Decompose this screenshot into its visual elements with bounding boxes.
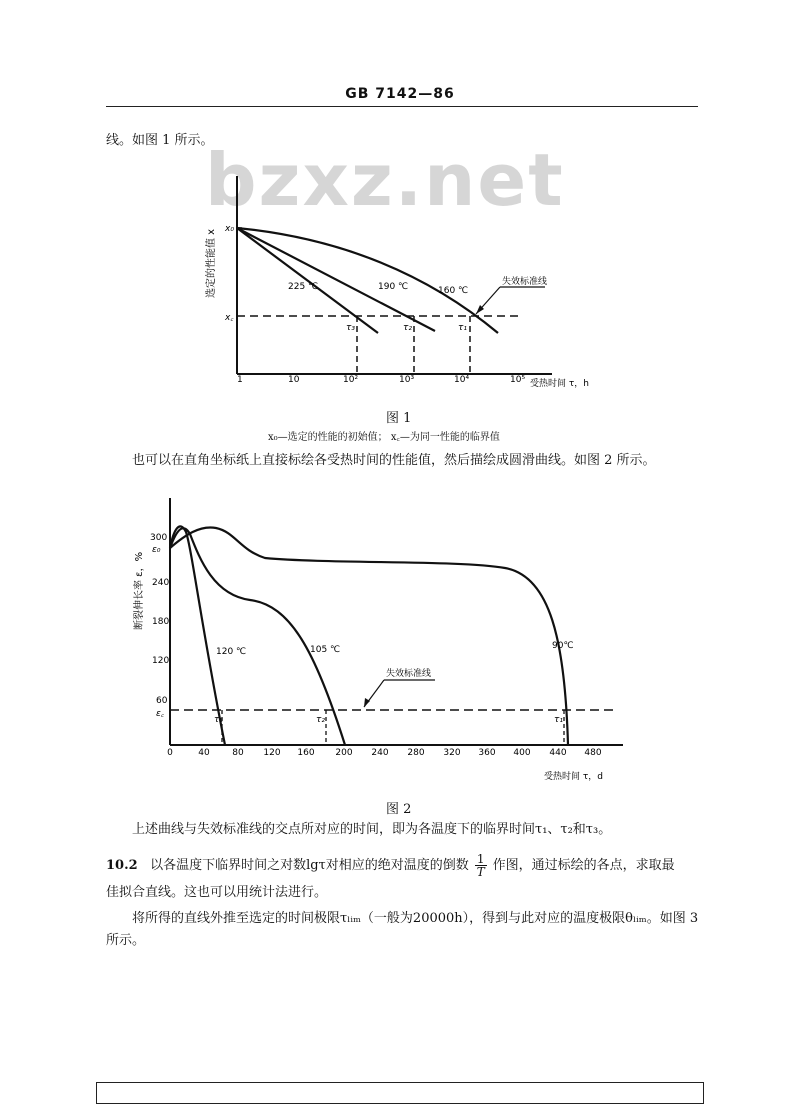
fig1-curve-160 (237, 228, 498, 333)
figure-1-note: x₀—选定的性能的初始值； x꜀—为同一性能的临界值 (268, 432, 500, 443)
fig2-y-tick-240: 240 (152, 578, 170, 588)
fig2-x-tick-360: 360 (478, 748, 496, 758)
fig2-x-tick-400: 400 (513, 748, 531, 758)
fraction-1-over-T (475, 853, 487, 878)
paragraph-3: 上述曲线与失效标准线的交点所对应的时间，即为各温度下的临界时间τ₁、τ₂和τ₃。 (132, 822, 612, 837)
fig2-tau3-label: τ₃ (214, 715, 224, 725)
fraction-denominator: T (476, 865, 485, 879)
paragraph-1: 线。如图 1 所示。 (106, 133, 214, 148)
section-text-post: 作图，通过标绘的各点，求取最 (492, 858, 675, 873)
fig2-y-tick-ec: ε꜀ (156, 709, 164, 719)
fig2-x-label: 受热时间 τ，d (544, 772, 603, 782)
fig2-y-tick-120: 120 (152, 656, 170, 666)
fig1-y-label: 选定的性能值 x (206, 228, 217, 298)
figure-2-chart (130, 490, 640, 786)
fig1-label-225: 225 ℃ (288, 282, 319, 292)
fig1-label-160: 160 ℃ (438, 286, 469, 296)
fig2-x-tick-40: 40 (198, 748, 210, 758)
fig2-tau1-label: τ₁ (554, 715, 564, 725)
paragraph-4-line-1: 将所得的直线外推至选定的时间极限τₗᵢₘ（一般为20000h），得到与此对应的温度极限θₗᵢₘ。如图 3 (132, 911, 699, 926)
fig2-y-tick-e0: ε₀ (152, 545, 161, 555)
fig1-x-tick-0: 1 (237, 375, 243, 385)
header-rule (106, 106, 698, 107)
fig1-x-tick-2: 10² (343, 375, 359, 385)
fig2-x-tick-320: 320 (443, 748, 461, 758)
fig1-failure-label: 失效标准线 (502, 277, 548, 287)
fig2-label-90: 90℃ (552, 641, 574, 651)
fig2-x-tick-160: 160 (297, 748, 315, 758)
fig1-tau1-label: τ₁ (458, 323, 468, 333)
paragraph-4-line-2: 所示。 (106, 933, 146, 948)
fig2-x-tick-0: 0 (167, 748, 173, 758)
figure-2-caption: 图 2 (386, 802, 412, 817)
fig1-x-tick-3: 10³ (399, 375, 415, 385)
fig2-y-label: 断裂伸长率 ε，% (134, 551, 145, 630)
figure-1-caption: 图 1 (386, 411, 412, 426)
section-text-pre: 以各温度下临界时间之对数lgτ对相应的绝对温度的倒数 (150, 858, 469, 873)
fig2-curve-90 (170, 527, 568, 745)
fig1-x-tick-5: 10⁵ (510, 375, 526, 385)
section-number: 10.2 (106, 858, 138, 873)
fig1-y-tick-xc: x꜀ (225, 313, 234, 323)
fig1-x-tick-4: 10⁴ (454, 375, 470, 385)
fig2-tau2-label: τ₂ (316, 715, 326, 725)
figure-1-chart (200, 168, 620, 400)
fig1-x-label: 受热时间 τ，h (530, 379, 589, 389)
fraction-numerator: 1 (476, 852, 485, 866)
fig1-label-190: 190 ℃ (378, 282, 409, 292)
fig2-x-tick-440: 440 (549, 748, 567, 758)
fig2-label-105: 105 ℃ (310, 645, 341, 655)
standard-code-header: GB 7142—86 (345, 86, 455, 102)
fig2-x-tick-280: 280 (407, 748, 425, 758)
fig1-x-tick-1: 10 (288, 375, 300, 385)
fig2-x-tick-120: 120 (263, 748, 281, 758)
fig1-y-tick-x0: x₀ (225, 224, 234, 234)
section-10-2-line-1 (106, 853, 675, 878)
fig2-curve-120 (170, 526, 225, 745)
fig2-x-tick-200: 200 (335, 748, 353, 758)
paragraph-2: 也可以在直角坐标纸上直接标绘各受热时间的性能值，然后描绘成圆滑曲线。如图 2 所示。 (132, 453, 656, 468)
fig2-x-tick-240: 240 (371, 748, 389, 758)
fig2-failure-label: 失效标准线 (386, 669, 432, 679)
fig2-y-tick-180: 180 (152, 617, 170, 627)
fig2-y-tick-300: 300 (150, 533, 168, 543)
fig2-x-tick-480: 480 (584, 748, 602, 758)
fig1-tau2-label: τ₂ (403, 323, 413, 333)
fig2-y-tick-60: 60 (156, 696, 168, 706)
fig2-label-120: 120 ℃ (216, 647, 247, 657)
section-10-2-line-2: 佳拟合直线。这也可以用统计法进行。 (106, 885, 328, 900)
page-bottom-frame (96, 1082, 704, 1104)
watermark: bzxz.net (205, 138, 565, 222)
fig1-tau3-label: τ₃ (346, 323, 356, 333)
fig2-x-tick-80: 80 (232, 748, 244, 758)
